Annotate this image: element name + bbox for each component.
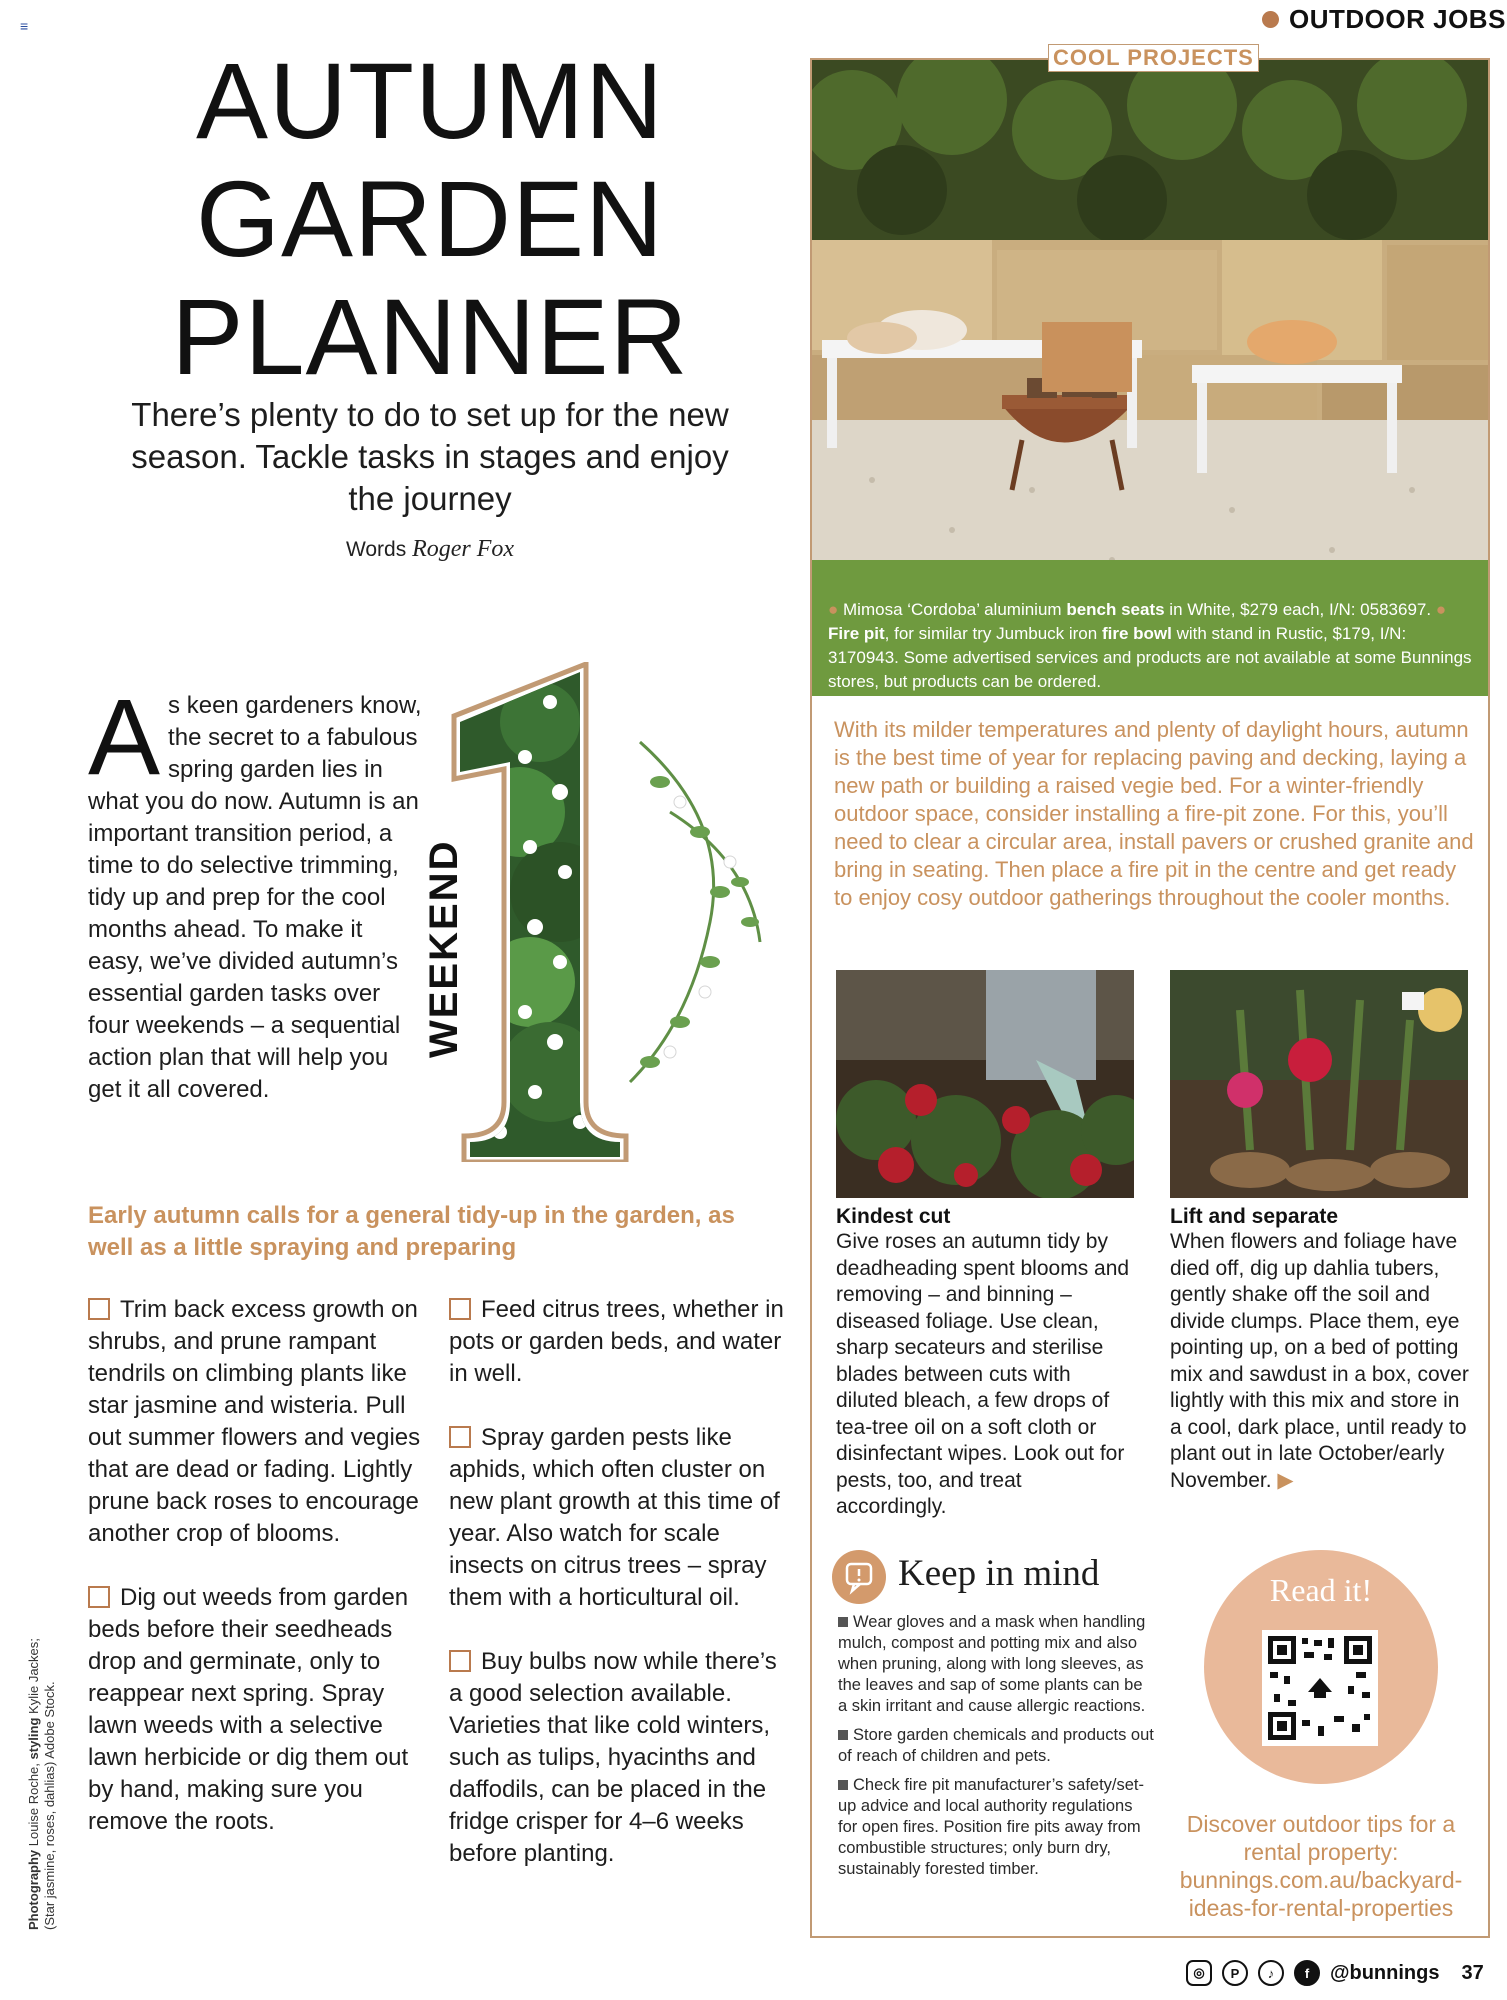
photo-caption (812, 590, 1488, 696)
qr-code-graphic (1268, 1636, 1372, 1740)
credit-text: Louise Roche, (26, 1759, 41, 1850)
number-one-foliage (430, 662, 800, 1162)
weekend-subhead: Early autumn calls for a general tidy-up in the garden, as well as a little spraying and preparing (88, 1202, 735, 1261)
weekend-number-graphic (430, 662, 800, 1162)
dropcap: A (88, 676, 161, 797)
weekend-label: WEEKEND (422, 839, 466, 1058)
list-item (838, 1612, 1156, 1717)
section-label (1262, 4, 1506, 35)
task-item (449, 1646, 789, 1870)
intro-text: s keen gardeners know, the secret to a fabulous spring garden lies in what you do now. Autumn is an important transition period, a time to do selective trimming, tidy up and prep for the cool months ahead. To make it easy, we’ve divided autumn’s essential garden tasks over four weekends – a sequential action plan that will help you get it all covered. (88, 692, 422, 1103)
section-label-text: OUTDOOR JOBS (1289, 4, 1506, 34)
tip-title: Kindest cut (836, 1205, 951, 1228)
dahlias-illustration (1170, 970, 1468, 1198)
list-item (838, 1725, 1156, 1767)
task-text: Buy bulbs now while there’s a good selection available. Varieties that like cold winters, such as tulips, hyacinths and daffodils, can be placed in the fridge crisper for 4–6 weeks before planting. (449, 1648, 777, 1867)
keep-in-mind-list (838, 1612, 1156, 1888)
corner-mark: ≡ (20, 18, 29, 34)
qr-code[interactable] (1262, 1630, 1378, 1746)
bullet-square-icon (838, 1780, 848, 1790)
caption-text-4: with stand in Rustic, $179, I/N: 3170943. Some advertised services and products are not available at some Bunnings stores, but products can be ordered. (828, 624, 1472, 691)
caption-dot-icon: ● (828, 600, 839, 619)
tip-body: Give roses an autumn tidy by deadheading spent blooms and removing – and binning – diseased foliage. Use clean, sharp secateurs and sterilise blades between cuts with diluted bleach, a few drops of tea-tree oil on a soft cloth or disinfectant wipes. Look out for pests, too, and treat accordingly. (836, 1230, 1130, 1518)
read-it-title: Read it! (1269, 1572, 1373, 1608)
task-item (449, 1294, 789, 1390)
caption-bold-3: fire bowl (1101, 624, 1172, 643)
cool-projects-tag: COOL PROJECTS (1048, 44, 1259, 72)
caption-text-3: , for similar try Jumbuck iron (884, 624, 1102, 643)
caption-bold-2: Fire pit (828, 624, 885, 643)
title-line-1: AUTUMN (196, 40, 664, 161)
task-column-left (88, 1294, 428, 1868)
tiktok-icon[interactable]: ♪ (1258, 1960, 1284, 1986)
caption-bold-1: bench seats (1066, 600, 1165, 619)
list-item-text: Store garden chemicals and products out of reach of children and pets. (838, 1726, 1154, 1765)
facebook-icon[interactable]: f (1294, 1960, 1320, 1986)
task-text: Feed citrus trees, whether in pots or garden beds, and water in well. (449, 1296, 784, 1387)
list-item (838, 1775, 1156, 1880)
tip-body-text: When flowers and foliage have died off, dig up dahlia tubers, gently shake off the soil and divide clumps. Place them, eye pointing up, on a bed of potting mix and sawdust in a box, cover lightly with this mix and store in a cool, dark place, until ready to plant out in late October/early November. (1170, 1230, 1469, 1492)
tip-lift-and-separate (1170, 1205, 1470, 1494)
caption-text-1: Mimosa ‘Cordoba’ aluminium (843, 600, 1067, 619)
task-text: Spray garden pests like aphids, which often cluster on new plant growth at this time of year. Also watch for scale insects on citrus trees – spray them with a horticultural oil. (449, 1424, 780, 1611)
dahlias-photo (1170, 970, 1468, 1198)
section-dot-icon (1262, 11, 1279, 28)
page-title (150, 42, 710, 396)
checkbox[interactable] (88, 1298, 110, 1320)
tip-title: Lift and separate (1170, 1205, 1339, 1228)
task-item (88, 1294, 428, 1550)
caption-text-2: in White, $279 each, I/N: 0583697. (1164, 600, 1436, 619)
cool-projects-lead: With its milder temperatures and plenty of daylight hours, autumn is the best time of year for replacing paving and decking, laying a new path or building a raised vegie bed. For a winter-friendly outdoor space, consider installing a fire-pit zone. For this, you’ll need to clear a circular area, install pavers or crushed granite and bring in seating. Then place a fire pit in the centre and get ready to enjoy cosy outdoor gatherings throughout the cooler months. (834, 717, 1474, 910)
checkbox[interactable] (449, 1650, 471, 1672)
tip-body (1170, 1229, 1470, 1494)
roses-photo (836, 970, 1134, 1198)
title-line-2: GARDEN (195, 158, 665, 279)
byline (300, 536, 560, 563)
pinterest-icon[interactable]: P (1222, 1960, 1248, 1986)
task-column-right (449, 1294, 789, 1900)
task-item (88, 1582, 428, 1838)
page-number: 37 (1461, 1961, 1484, 1984)
checkbox[interactable] (449, 1426, 471, 1448)
credit-label: Photography (26, 1849, 41, 1930)
credit-line-1 (26, 1638, 42, 1930)
tip-kindest-cut (836, 1205, 1136, 1521)
bullet-square-icon (838, 1730, 848, 1740)
bullet-square-icon (838, 1617, 848, 1627)
list-item-text: Wear gloves and a mask when handling mulch, compost and potting mix and also when pruning, along with long sleeves, as the leaves and sap of some plants can be a skin irritant and cause allergic reactions. (838, 1613, 1146, 1715)
credit-label: styling (26, 1717, 41, 1760)
arrow-right-icon: ▶ (1277, 1468, 1294, 1492)
credit-line-2: (Star jasmine, roses, dahlias) Adobe Stock. (42, 1681, 57, 1930)
speech-bubble-icon (832, 1550, 886, 1604)
footer (1186, 1960, 1484, 1986)
instagram-icon[interactable]: ◎ (1186, 1960, 1212, 1986)
caption-dot-icon: ● (1435, 600, 1447, 619)
checkbox[interactable] (88, 1586, 110, 1608)
jasmine-number-one (430, 662, 800, 1162)
task-text: Trim back excess growth on shrubs, and prune rampant tendrils on climbing plants like star jasmine and wisteria. Pull out summer flowers and vegies that are dead or fading. Lightly prune back roses to encourage another crop of blooms. (88, 1296, 421, 1547)
task-item (449, 1422, 789, 1614)
social-handle[interactable]: @bunnings (1330, 1961, 1440, 1984)
task-text: Dig out weeds from garden beds before their seedheads drop and germinate, only to reappear next spring. Spray lawn weeds with a selective lawn herbicide or dig them out by hand, making sure you remove the roots. (88, 1584, 409, 1835)
keep-in-mind-title: Keep in mind (898, 1553, 1100, 1594)
intro-paragraph (88, 676, 423, 1106)
speech-bubble-glyph (832, 1550, 886, 1604)
byline-prefix: Words (345, 538, 407, 561)
title-line-3: PLANNER (171, 276, 689, 397)
credit-text: Kylie Jackes; (26, 1638, 41, 1718)
list-item-text: Check fire pit manufacturer’s safety/set-up advice and local authority regulations for open fires. Position fire pits away from combustible structures; only burn dry, sustainably forested timber. (838, 1776, 1145, 1878)
photo-credits (26, 1638, 58, 1930)
byline-author: Roger Fox (412, 536, 515, 562)
discover-link-text[interactable]: Discover outdoor tips for a rental property: bunnings.com.au/backyard-ideas-for-rental-properties (1179, 1811, 1463, 1921)
standfirst: There’s plenty to do to set up for the new season. Tackle tasks in stages and enjoy the journey (131, 396, 729, 517)
roses-illustration (836, 970, 1134, 1198)
jasmine-vine (630, 742, 760, 1082)
checkbox[interactable] (449, 1298, 471, 1320)
